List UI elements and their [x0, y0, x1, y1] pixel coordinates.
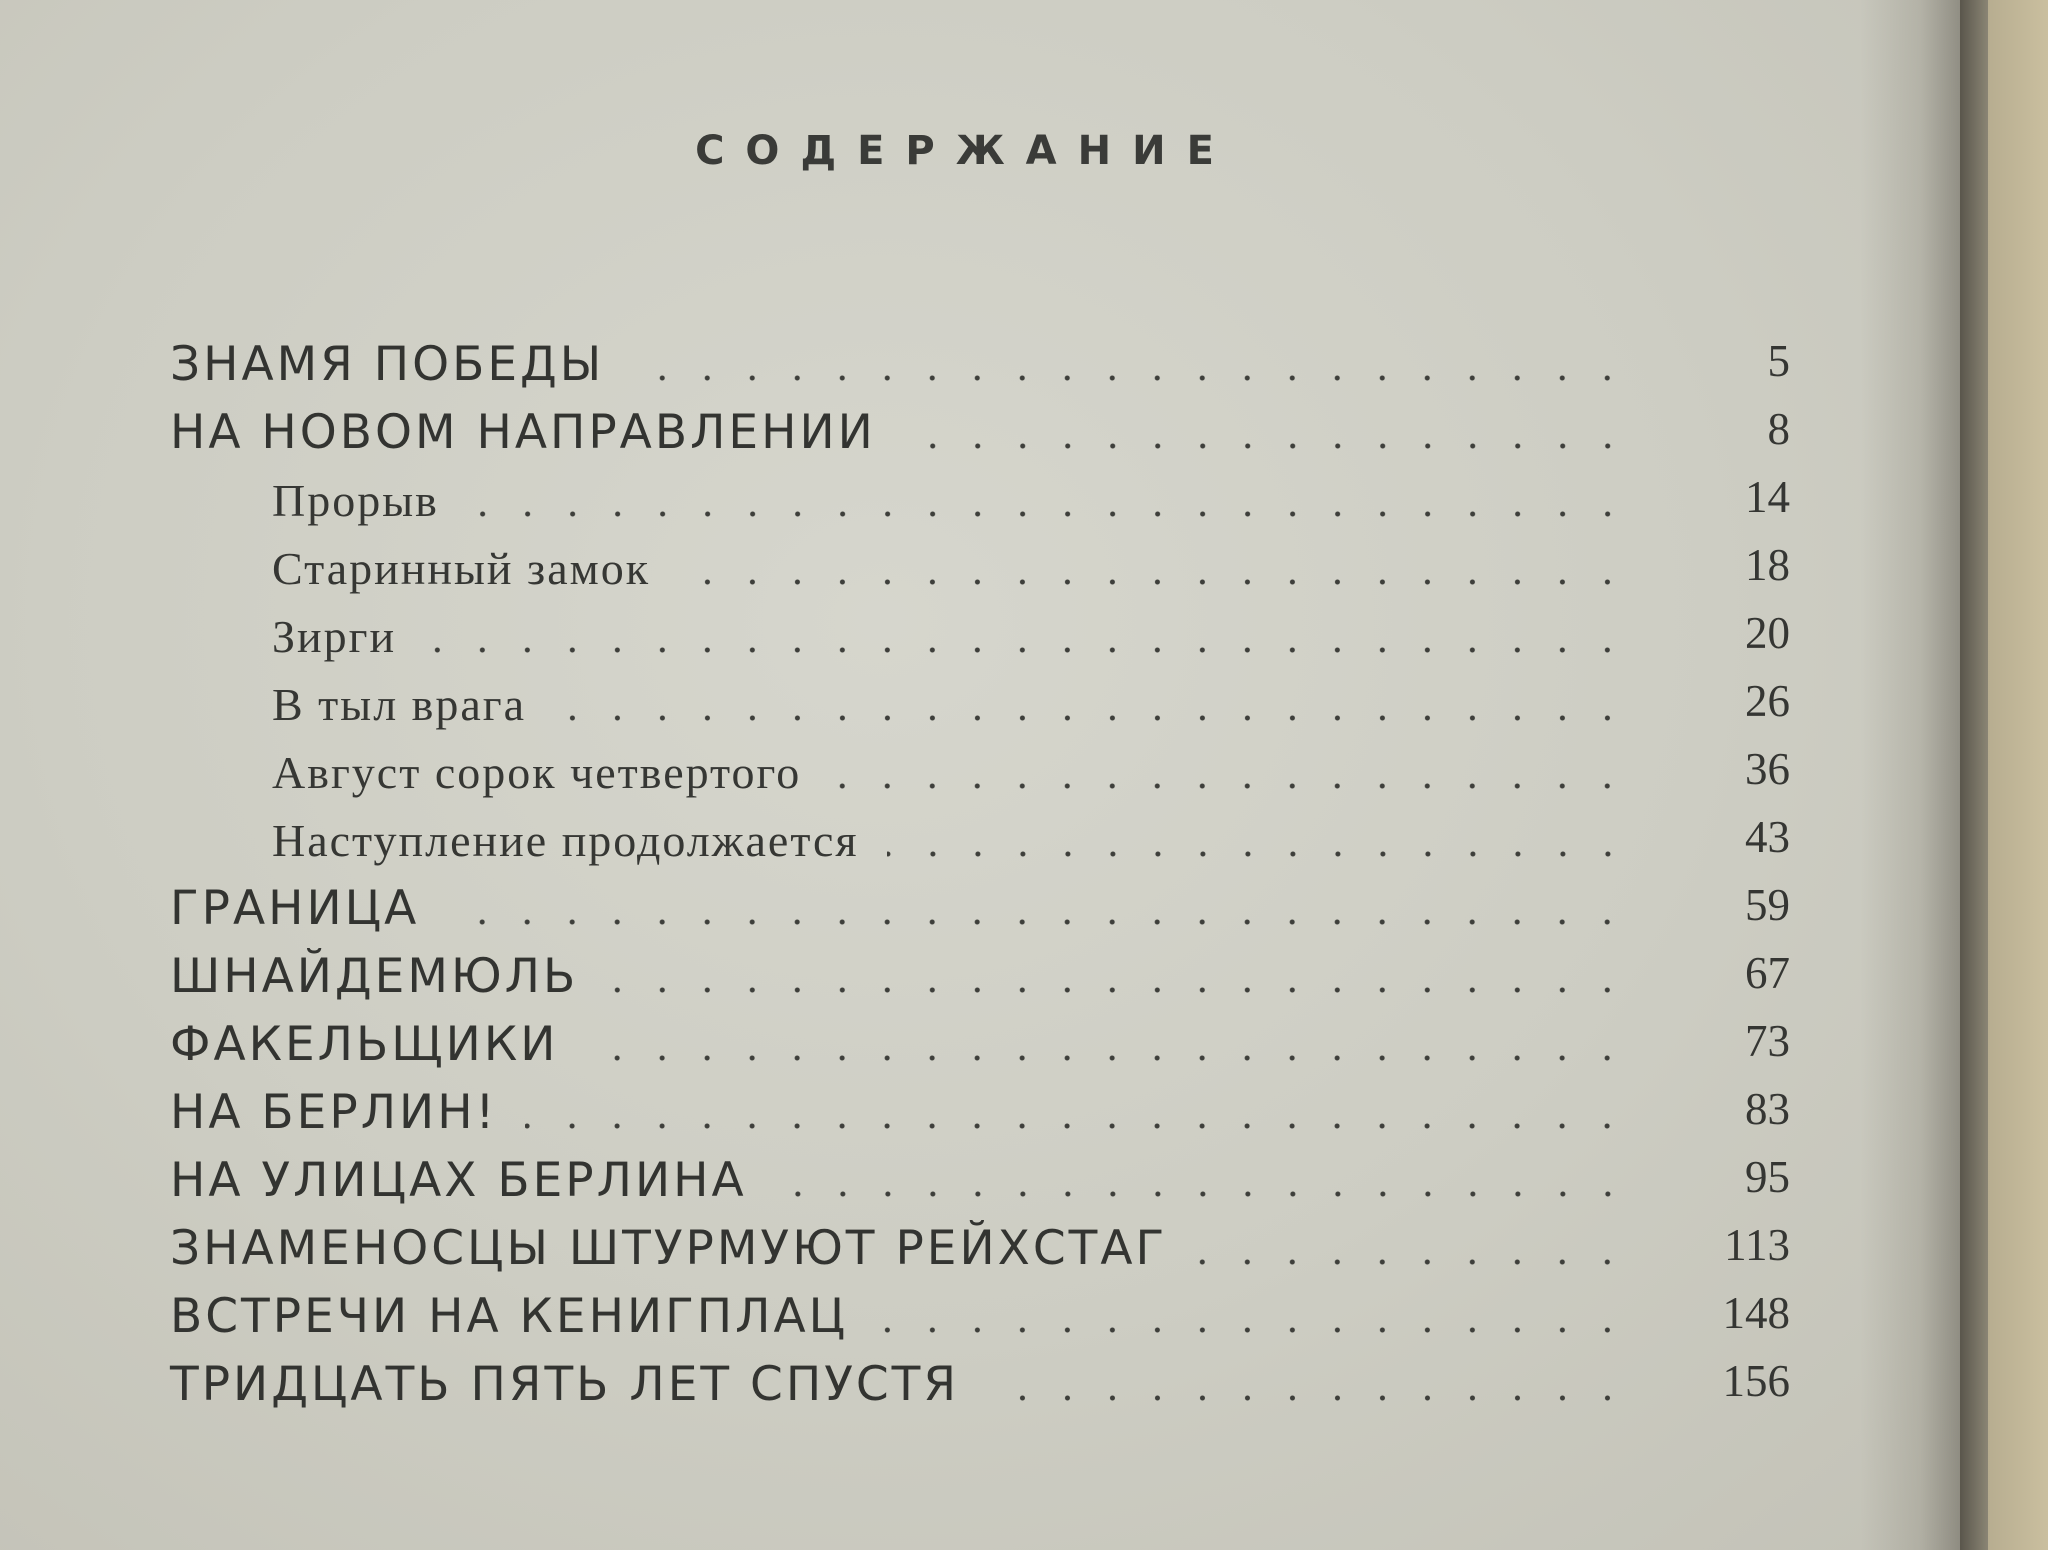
toc-entry-title: Наступление продолжается	[272, 815, 859, 866]
toc-entry-title: ТРИДЦАТЬ ПЯТЬ ЛЕТ СПУСТЯ	[170, 1357, 960, 1412]
toc-entry-page-number: 18	[1745, 540, 1790, 590]
table-of-contents	[170, 328, 1790, 1416]
facing-page-edge	[1988, 0, 2048, 1550]
toc-entry-title: НА НОВОМ НАПРАВЛЕНИИ	[170, 405, 876, 460]
toc-entry	[170, 1144, 1790, 1212]
dot-leader	[678, 578, 1630, 586]
toc-entry	[170, 464, 1790, 532]
dot-leader	[775, 1190, 1630, 1198]
toc-entry-page-number: 26	[1745, 676, 1790, 726]
page-gutter-shadow	[1860, 0, 1970, 1550]
toc-entry	[170, 940, 1790, 1008]
toc-entry-title: ФАКЕЛЬЩИКИ	[170, 1017, 559, 1072]
toc-entry-title: В тыл врага	[272, 679, 527, 730]
dot-leader	[1195, 1258, 1630, 1266]
toc-entry-page-number: 59	[1745, 880, 1790, 930]
toc-entry-page-number: 83	[1745, 1084, 1790, 1134]
toc-entry	[170, 1008, 1790, 1076]
toc-entry-title: Прорыв	[272, 475, 439, 526]
toc-entry-title: ВСТРЕЧИ НА КЕНИГПЛАЦ	[170, 1289, 849, 1344]
toc-entry	[170, 1280, 1790, 1348]
toc-entry	[170, 1348, 1790, 1416]
toc-entry-page-number: 148	[1722, 1288, 1790, 1338]
toc-entry	[170, 396, 1790, 464]
toc-entry	[170, 1212, 1790, 1280]
toc-entry	[170, 532, 1790, 600]
toc-entry-page-number: 20	[1745, 608, 1790, 658]
dot-leader	[606, 986, 1630, 994]
dot-leader	[987, 1394, 1630, 1402]
toc-entry-page-number: 73	[1745, 1016, 1790, 1066]
toc-entry	[170, 328, 1790, 396]
toc-entry	[170, 668, 1790, 736]
toc-entry-title: НА УЛИЦАХ БЕРЛИНА	[170, 1153, 747, 1208]
toc-entry-page-number: 36	[1745, 744, 1790, 794]
dot-leader	[554, 714, 1630, 722]
toc-entry-title: ЗНАМЕНОСЦЫ ШТУРМУЮТ РЕЙХСТАГ	[170, 1221, 1168, 1276]
toc-entry-title: Старинный замок	[272, 543, 651, 594]
toc-entry-title: ГРАНИЦА	[170, 881, 420, 936]
dot-leader	[525, 1122, 1630, 1130]
toc-entry-page-number: 43	[1745, 812, 1790, 862]
dot-leader	[632, 374, 1630, 382]
dot-leader	[447, 918, 1630, 926]
dot-leader	[887, 850, 1630, 858]
toc-entry	[170, 600, 1790, 668]
book-spine-edge	[1960, 0, 1988, 1550]
dot-leader	[829, 782, 1630, 790]
page-title: СОДЕРЖАНИЕ	[695, 128, 1235, 174]
toc-entry	[170, 804, 1790, 872]
toc-entry-page-number: 8	[1767, 404, 1790, 454]
dot-leader	[904, 442, 1630, 450]
toc-entry-title: Август сорок четвертого	[272, 747, 802, 798]
toc-entry-title: Зирги	[272, 611, 397, 662]
toc-entry-page-number: 95	[1745, 1152, 1790, 1202]
toc-entry-title: НА БЕРЛИН!	[170, 1085, 498, 1140]
toc-entry-title: ШНАЙДЕМЮЛЬ	[170, 949, 579, 1004]
toc-entry-page-number: 113	[1724, 1220, 1790, 1270]
toc-entry-page-number: 156	[1722, 1356, 1790, 1406]
dot-leader	[424, 646, 1630, 654]
toc-entry-page-number: 14	[1745, 472, 1790, 522]
toc-entry-page-number: 67	[1745, 948, 1790, 998]
toc-entry	[170, 1076, 1790, 1144]
dot-leader	[876, 1326, 1630, 1334]
dot-leader	[467, 510, 1630, 518]
dot-leader	[586, 1054, 1630, 1062]
toc-entry	[170, 872, 1790, 940]
toc-entry-title: ЗНАМЯ ПОБЕДЫ	[170, 337, 605, 392]
toc-entry	[170, 736, 1790, 804]
toc-entry-page-number: 5	[1767, 336, 1790, 386]
